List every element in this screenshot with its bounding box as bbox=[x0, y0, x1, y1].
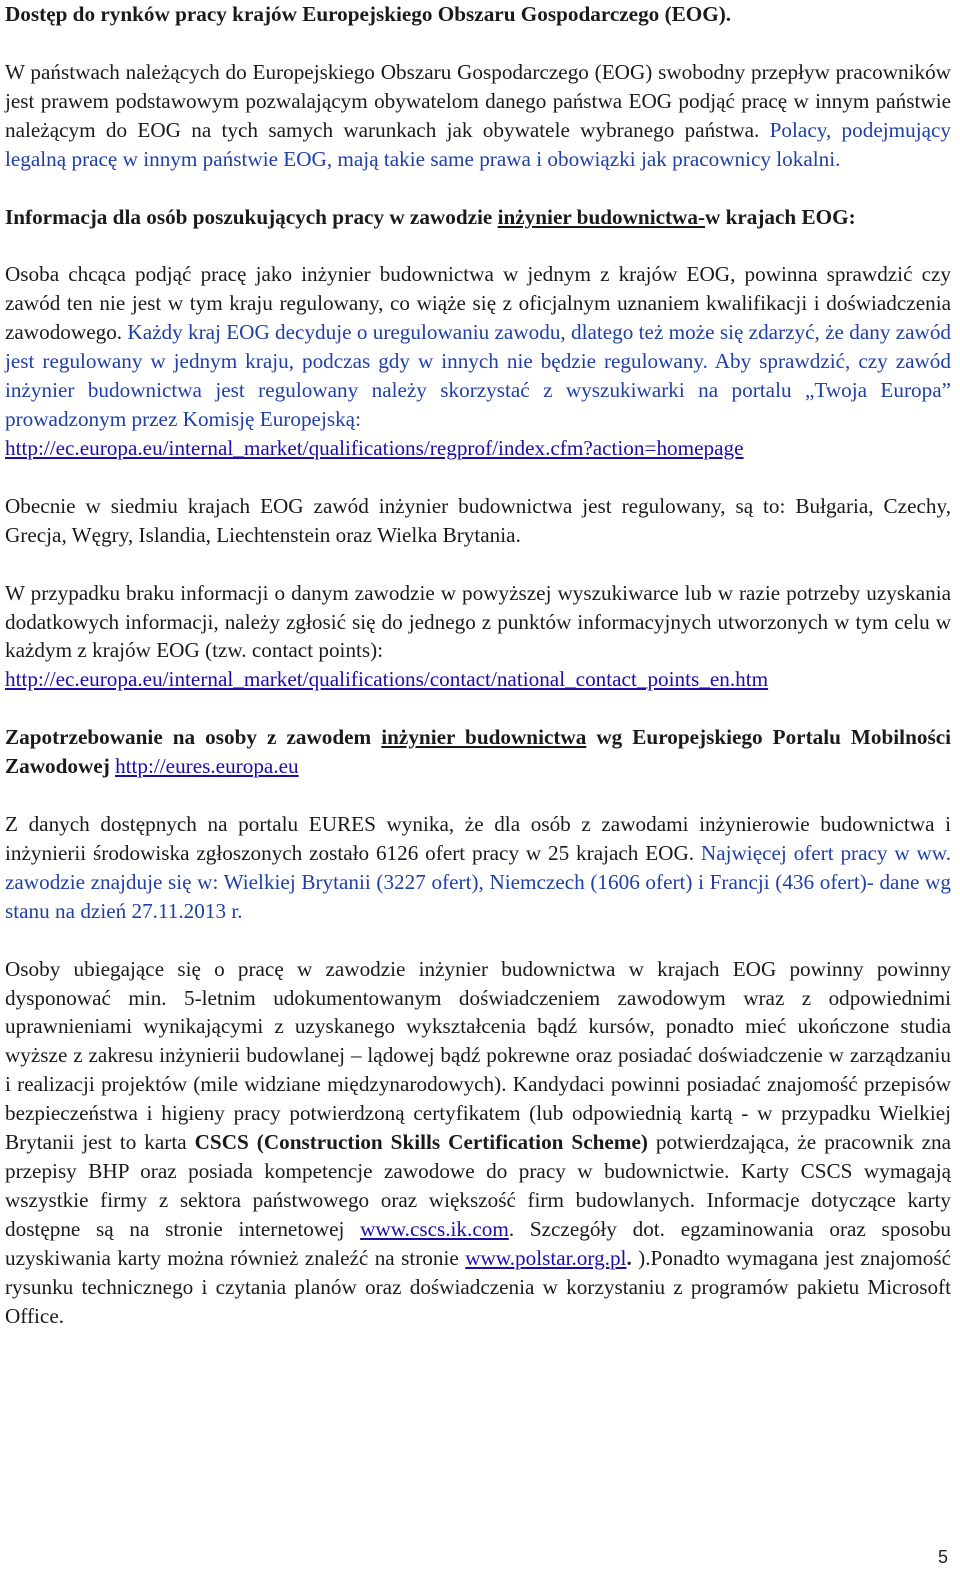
intro-text-2: Polacy, podejmujący legalną pracę w innym państwie EOG, mają takie same prawa i obowiązki jak pracownicy lokalni. bbox=[5, 117, 951, 171]
contact-points-paragraph bbox=[5, 579, 951, 695]
demand-heading-part-2: wg Europejskiego Portalu Mobilności Zawodowej bbox=[5, 725, 951, 779]
intro-text-1: W państwach należących do Europejskiego Obszaru Gospodarczego (EOG) swobodny przepływ pracowników jest prawem podstawowym pozwalającym obywatelom danego państwa EOG podjąć pracę w innym państwie należącym do EOG na tych samych warunkach jak obywatele wybranego państwa. bbox=[5, 59, 951, 142]
polstar-link[interactable]: www.polstar.org.pl bbox=[465, 1245, 627, 1270]
info-heading bbox=[5, 203, 951, 232]
spacer bbox=[5, 781, 951, 810]
info-heading-profession: inżynier budownictwa- bbox=[497, 204, 705, 229]
info-heading-part-1: Informacja dla osób poszukujących pracy w zawodzie bbox=[5, 204, 498, 229]
eures-data-paragraph bbox=[5, 810, 951, 926]
requirements-text-4: . bbox=[626, 1245, 632, 1270]
requirements-cscs-bold: CSCS (Construction Skills Certification Scheme) bbox=[194, 1130, 648, 1155]
document-page bbox=[5, 0, 951, 1330]
requirements-text-1: Osoby ubiegające się o pracę w zawodzie inżynier budownictwa w krajach EOG powinny powinny dysponować min. 5-letnim udokumentowanym doświadczeniem zawodowym wraz z odpowiednimi uprawnieniami wynikającymi z uzyskanego wykształcenia bądź kursów, ponadto mieć ukończone studia wyższe z zakresu inżynierii budowlanej – lądowej bądź pokrewne oraz posiadać doświadczenie w zarządzaniu i realizacji projektów (mile widziane międzynarodowych). Kandydaci powinni posiadać znajomość przepisów bezpieczeństwa i higieny pracy potwierdzoną certyfikatem (lub odpowiednią kartą - w przypadku Wielkiej Brytanii jest to karta bbox=[5, 956, 951, 1155]
info-text-2: Każdy kraj EOG decyduje o uregulowaniu zawodu, dlatego też może się zdarzyć, że dany zawód jest regulowany w jednym kraju, podczas gdy w innych nie będzie regulowany. bbox=[5, 320, 952, 374]
document-title: Dostęp do rynków pracy krajów Europejskiego Obszaru Gospodarczego (EOG). bbox=[5, 2, 732, 26]
demand-heading bbox=[5, 723, 951, 781]
requirements-text-3: . Szczegóły dot. egzaminowania oraz sposobu uzyskiwania karty można również znaleźć na stronie bbox=[5, 1216, 951, 1270]
demand-heading-profession: inżynier budownictwa bbox=[381, 725, 587, 750]
spacer bbox=[5, 550, 951, 579]
info-heading-part-2: w krajach EOG: bbox=[705, 204, 856, 229]
requirements-text-5: ).Ponadto wymagana jest znajomość rysunku technicznego i czytania planów oraz doświadczenia w korzystaniu z programów pakietu Microsoft Office. bbox=[5, 1245, 951, 1328]
requirements-text-2: potwierdzająca, że pracownik zna przepisy BHP oraz posiada kompetencje zawodowe do pracy w budownictwie. Karty CSCS wymagają wszystkie firmy z sektora państwowego oraz większość firm budowlanych. Informacje dotyczące karty dostępne są na stronie internetowej bbox=[5, 1130, 951, 1241]
eures-text-2: Najwięcej ofert pracy w ww. zawodzie znajduje się w: Wielkiej Brytanii (3227 ofert), Niemczech (1606 ofert) i Francji (436 ofert)- dane wg stanu na dzień 27.11.2013 r. bbox=[5, 840, 952, 923]
spacer bbox=[5, 231, 951, 260]
regprof-link[interactable]: http://ec.europa.eu/internal_market/qualifications/regprof/index.cfm?action=homepage bbox=[5, 435, 744, 460]
contact-text: W przypadku braku informacji o danym zawodzie w powyższej wyszukiwarce lub w razie potrzeby uzyskania dodatkowych informacji, należy zgłosić się do jednego z punktów informacyjnych utworzonych w tym celu w każdym z krajów EOG (tzw. contact points): bbox=[5, 580, 951, 663]
requirements-paragraph bbox=[5, 955, 951, 1331]
info-text-3: Aby sprawdzić, czy zawód inżynier budownictwa jest regulowany należy skorzystać z wyszukiwarki na portalu „Twoja Europa” prowadzonym przez Komisję Europejską: bbox=[5, 349, 951, 431]
eures-link[interactable]: http://eures.europa.eu bbox=[115, 754, 299, 779]
spacer bbox=[5, 694, 951, 723]
spacer bbox=[5, 174, 951, 203]
spacer bbox=[5, 29, 951, 58]
page-number: 5 bbox=[937, 1547, 948, 1567]
contact-points-link[interactable]: http://ec.europa.eu/internal_market/qualifications/contact/national_contact_points_en.htm bbox=[5, 667, 769, 692]
info-text-1: Osoba chcąca podjąć pracę jako inżynier budownictwa w jednym z krajów EOG, powinna sprawdzić czy zawód ten nie jest w tym kraju regulowany, co wiąże się z oficjalnym uznaniem kwalifikacji i doświadczenia zawodowego. bbox=[5, 262, 951, 345]
intro-paragraph bbox=[5, 58, 951, 174]
demand-heading-part-1: Zapotrzebowanie na osoby z zawodem bbox=[5, 725, 382, 750]
info-paragraph bbox=[5, 260, 951, 462]
spacer bbox=[5, 926, 951, 955]
cscs-link[interactable]: www.cscs.ik.com bbox=[360, 1216, 509, 1241]
eures-text-1: Z danych dostępnych na portalu EURES wynika, że dla osób z zawodami inżynierowie budownictwa i inżynierii środowiska zgłoszonych zostało 6126 ofert pracy w 25 krajach EOG. bbox=[5, 812, 951, 865]
spacer bbox=[5, 463, 951, 492]
regulated-countries-paragraph: Obecnie w siedmiu krajach EOG zawód inżynier budownictwa jest regulowany, są to: Bułgaria, Czechy, Grecja, Węgry, Islandia, Liechtenstein oraz Wielka Brytania. bbox=[5, 493, 951, 547]
